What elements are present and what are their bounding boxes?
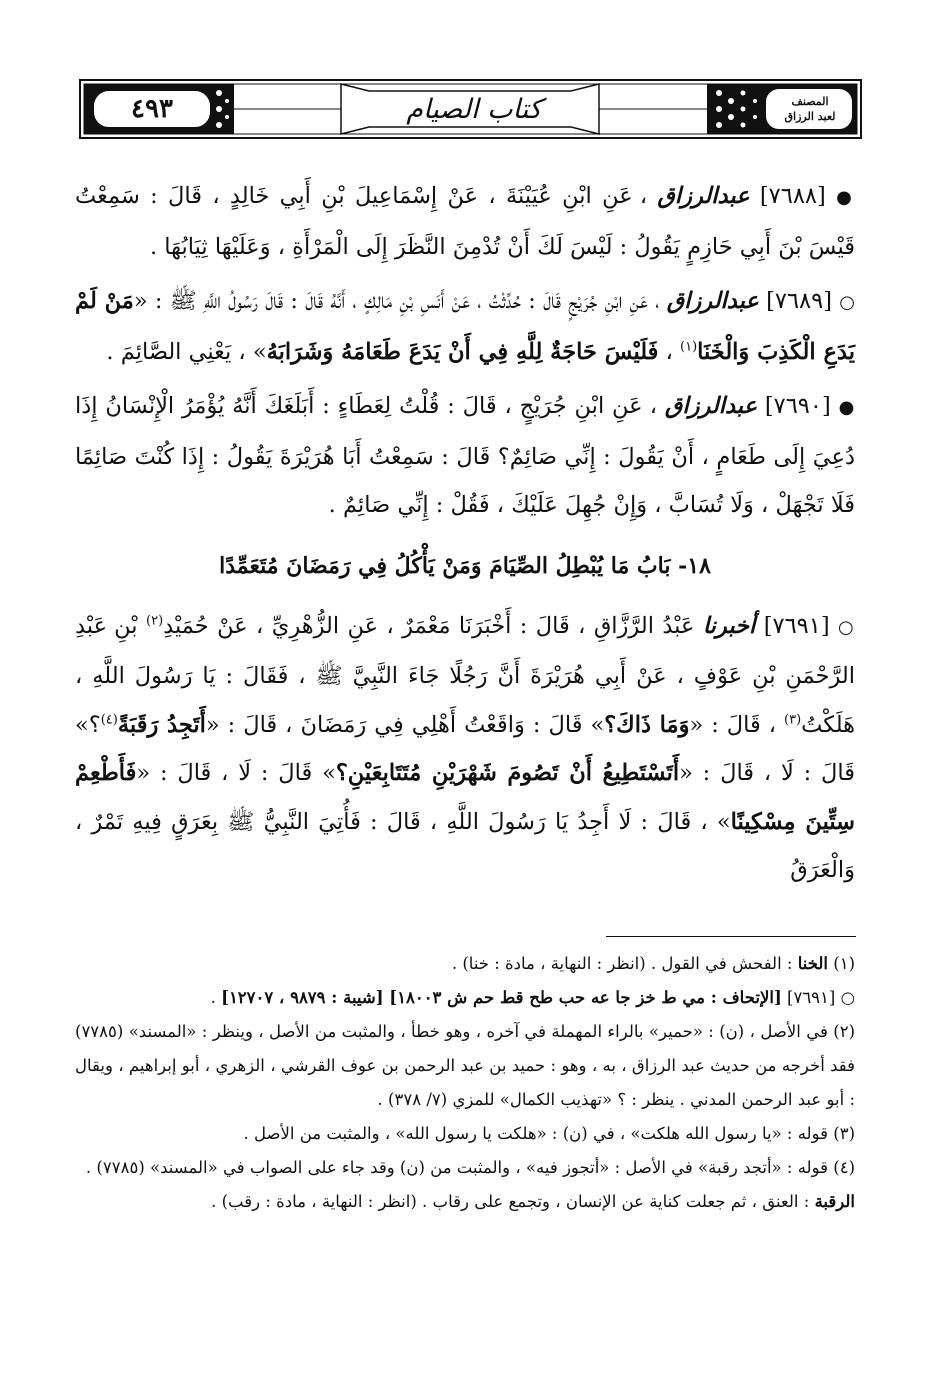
entry-text: » ، يَعْنِي الصَّائِمَ . [106, 338, 267, 365]
footnote-prefix: (٤) [833, 1158, 855, 1177]
footnote-text: . [210, 988, 216, 1007]
entry-text: ، عَنِ ابْنِ جُرَيْجٍ ، قَالَ : قُلْتُ لِعَطَاءٍ : أَبَلَغَكَ أَنَّهُ يُؤْمَرُ الْإِنْسَانُ إِذَا دُعِيَ إِلَى طَعَامٍ ، أَنْ يَقُولَ : إِنِّي صَائِمٌ؟ قَالَ : سَمِعْتُ أَبَا هُرَيْرَةَ يَقُولُ : إِذَا كُنْتَ صَائِمًا فَلَا تَجْهَلْ ، وَلَا تُسَابَّ ، وَإِنْ جُهِلَ عَلَيْكَ ، فَقُلْ : إِنِّي صَائِمٌ . [75, 393, 855, 518]
entry-number: [٧٦٩١] [763, 612, 830, 639]
book-title: كتاب الصيام [406, 93, 542, 125]
footnote-ref: (١) [680, 339, 698, 354]
entry-source: عبدالرزاق [664, 393, 757, 419]
entry-text: بْنِ عَبْدِ الرَّحْمَنِ بْنِ عَوْفٍ ، عَنْ أَبِي هُرَيْرَةَ أَنَّ رَجُلًا جَاءَ النَّبِيَّ ﷺ ، فَقَالَ : يَا رَسُولَ اللَّهِ ، هَلَكْتُ [75, 612, 856, 738]
footnote-term: [الإتحاف : مي ط خز جا عه حب طح قط حم ش ١٨٠٠٣] [شيبة : ٩٨٧٩ ، ١٢٧٠٧] [221, 988, 782, 1007]
footnote-2 [75, 1015, 855, 1117]
entry-marker: ○ [838, 616, 856, 638]
footnote-prefix: (١) [833, 954, 855, 973]
entry-number: [٧٦٩٠] [764, 393, 831, 419]
footnote-text: قوله : «أتجد رقبة» في الأصل : «أتجوز فيه» ، والمثبت من (ن) وقد جاء على الصواب في «المسند» (٧٧٨٥) . [85, 1158, 828, 1177]
entry-text: ، عَنِ ابْنِ جُرَيْجٍ قَالَ : حُدِّثْتُ ، عَنْ أَنَسِ بْنِ مَالِكٍ ، أَنَّهُ قَالَ : قَالَ رَسُولُ اللَّهِ ﷺ : « [133, 288, 660, 314]
hadith-quote: فَأَطْعِمْ سِتِّينَ مِسْكِينًا [75, 760, 855, 835]
page-number: ٤٩٣ [131, 94, 173, 124]
entry-text: » قَالَ : وَاقَعْتُ أَهْلِي فِي رَمَضَانَ ، قَالَ : « [205, 711, 605, 738]
hadith-quote: فَلَيْسَ حَاجَةٌ لِلَّهِ فِي أَنْ يَدَعَ طَعَامَهُ وَشَرَابَهُ [266, 338, 659, 365]
hadith-quote: أَتَجِدُ رَقَبَةً [117, 711, 206, 738]
footnotes [75, 947, 855, 1219]
entry-text: » ، قَالَ : لَا أَجِدُ يَا رَسُولَ اللَّهِ ، قَالَ : فَأُتِيَ النَّبِيُّ ﷺ بِعَرَقٍ فِيهِ تَمْرٌ ، وَالْعَرَقُ [75, 808, 855, 883]
footnote-ref: (٤) [100, 712, 118, 727]
footnote-prefix: (٣) [833, 1124, 855, 1143]
footnote-term: الرقبة [814, 1192, 855, 1211]
footnote-3 [75, 1117, 855, 1151]
footnote-text: : العنق ، ثم جعلت كناية عن الإنسان ، وتجمع على رقاب . (انظر : النهاية ، مادة : رقب) . [211, 1192, 810, 1211]
footnote-ref: (٢) [146, 613, 164, 628]
footnote-prefix: ○ [٧٦٩١] [787, 988, 855, 1007]
entry-text: عَبْدُ الرَّزَّاقِ ، قَالَ : أَخْبَرَنَا مَعْمَرٌ ، عَنِ الزُّهْرِيِّ ، عَنْ حُمَيْدِ [163, 612, 695, 639]
page-header [79, 79, 862, 139]
main-text [75, 172, 855, 901]
entry-marker: ○ [839, 292, 856, 313]
hadith-entry-7688 [75, 172, 855, 271]
entry-text: ، [665, 338, 673, 365]
hadith-quote: وَمَا ذَاكَ؟ [604, 711, 690, 738]
logo-line-2: لعبد الرزاق [784, 110, 836, 123]
footnote-ref: (٣) [784, 712, 802, 727]
hadith-quote: مَنْ لَمْ يَدَعِ الْكَذِبَ وَالْخَنَا [75, 288, 855, 365]
entry-text: ، عَنِ ابْنِ عُيَيْنَةَ ، عَنْ إِسْمَاعِيلَ بْنِ أَبِي خَالِدٍ ، قَالَ : سَمِعْتُ قَيْسَ بْنَ أَبِي حَازِمٍ يَقُولُ : لَيْسَ لَكَ أَنْ تُدْمِنَ النَّظَرَ إِلَى الْمَرْأَةِ ، وَعَلَيْهَا ثِيَابُهَا . [75, 183, 855, 260]
entry-marker: ● [836, 187, 855, 208]
footnote-prefix: (٢) [833, 1022, 855, 1041]
hadith-entry-7690 [75, 382, 855, 530]
entry-marker: ● [838, 397, 856, 418]
entry-source: عبدالرزاق [666, 288, 759, 314]
entry-text: » قَالَ : لَا ، قَالَ : « [136, 760, 336, 786]
entry-text: ، قَالَ : « [689, 711, 777, 738]
book-logo [769, 90, 851, 128]
entry-text: ؟» قَالَ : لَا ، قَالَ : « [75, 711, 855, 786]
footnote-text: في الأصل ، (ن) : «حمير» بالراء المهملة في آخره ، وهو خطأ ، والمثبت من الأصل ، وينظر : «المسند» (٧٧٨٥) فقد أخرجه من حديث عبد الرزاق ، به ، وهو : حميد بن عبد الرحمن بن عوف القرشي ، الزهري ، أبو إبراهيم ، ويقال : أبو عبد الرحمن المدني . ينظر : ؟ «تهذيب الكمال» للمزي (٧/ ٣٧٨) . [75, 1022, 855, 1109]
footnote-1 [75, 947, 855, 981]
footnote-separator [606, 936, 856, 937]
footnote-text: : الفحش في القول . (انظر : النهاية ، مادة : خنا) . [451, 954, 793, 973]
footnote-4 [75, 1151, 855, 1185]
chapter-heading: ١٨- بَابُ مَا يُبْطِلُ الصِّيَامَ وَمَنْ يَأْكُلُ فِي رَمَضَانَ مُتَعَمِّدًا [219, 552, 711, 579]
logo-line-1: المصنف [791, 95, 829, 108]
entry-number: [٧٦٨٩] [766, 288, 832, 314]
footnote-text: قوله : «يا رسول الله هلكت» ، في (ن) : «هلكت يا رسول الله» ، والمثبت من الأصل . [243, 1124, 828, 1143]
entry-source: عبدالرزاق [657, 183, 750, 209]
footnote-raqaba [75, 1185, 855, 1219]
footnote-ithaf [75, 981, 855, 1015]
entry-source: أخبرنا [702, 612, 756, 639]
footnote-term: الخنا [797, 954, 828, 973]
hadith-entry-7689 [75, 277, 855, 376]
hadith-quote: أَتَسْتَطِيعُ أَنْ تَصُومَ شَهْرَيْنِ مُتَتَابِعَيْنِ؟ [335, 760, 680, 786]
entry-number: [٧٦٨٨] [759, 183, 826, 209]
hadith-entry-7691 [75, 602, 855, 895]
